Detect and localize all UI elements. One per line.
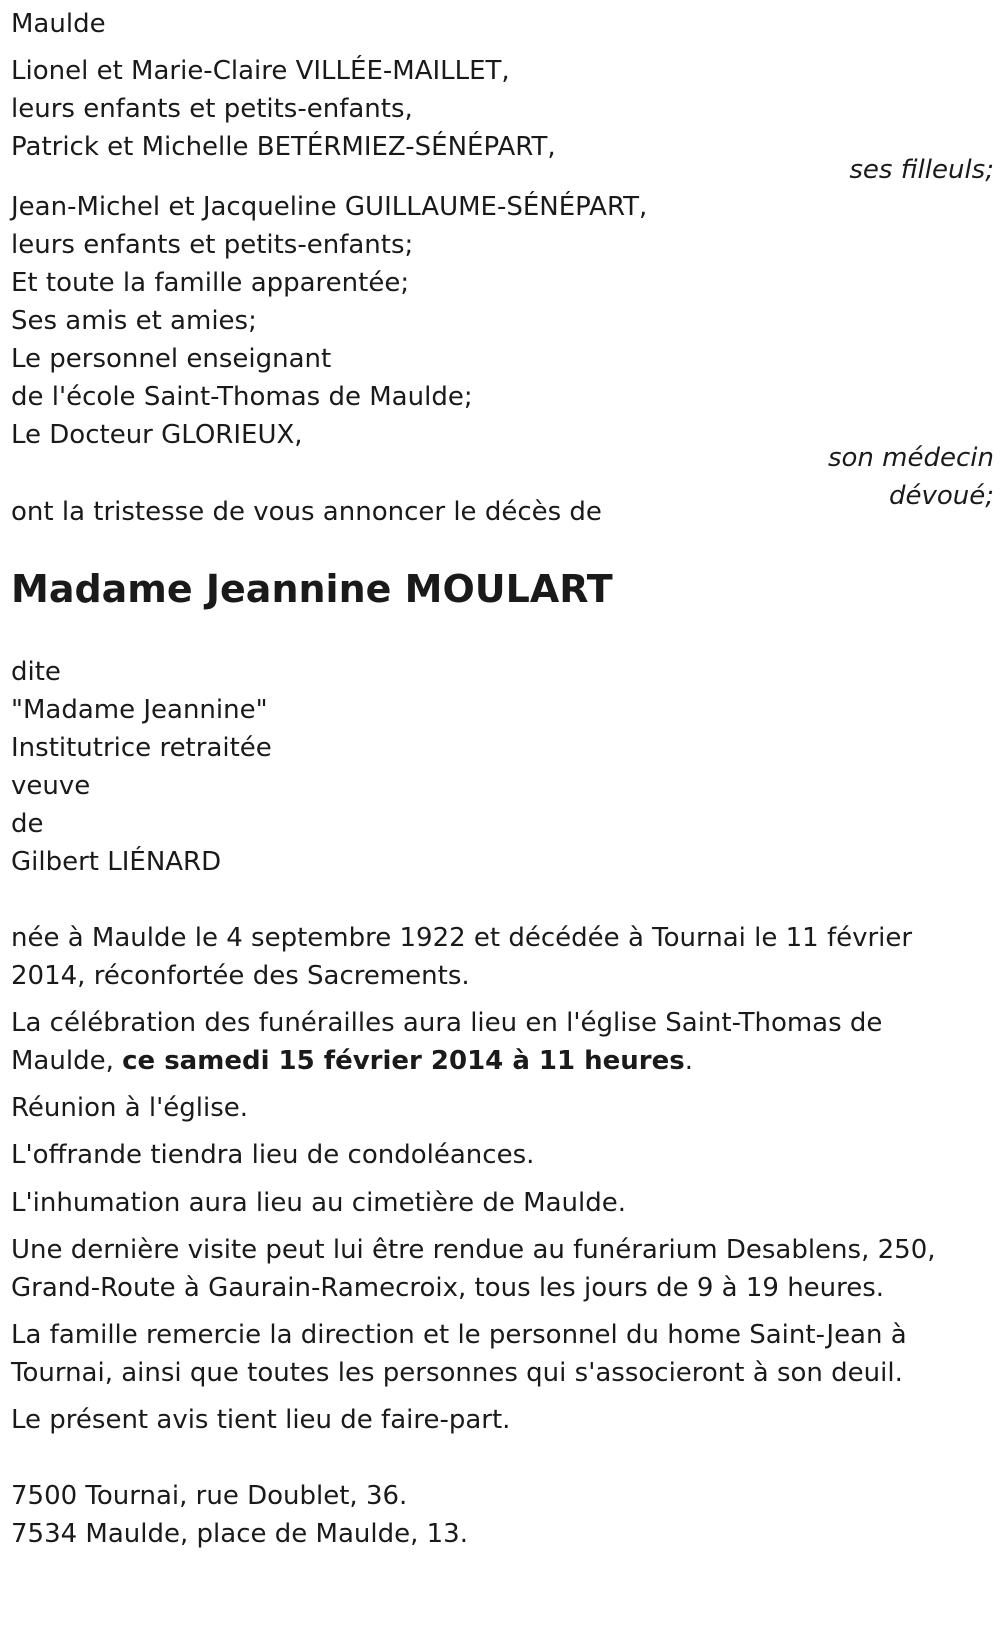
funeral-line: La célébration des funérailles aura lieu en l'église Saint-Thomas de	[11, 1008, 883, 1038]
family-line: Lionel et Marie-Claire VILLÉE-MAILLET,	[11, 56, 510, 86]
thanks-line: Tournai, ainsi que toutes les personnes qui s'associeront à son deuil.	[11, 1358, 903, 1388]
detail-line: "Madame Jeannine"	[11, 695, 268, 725]
reunion-line: Réunion à l'église.	[11, 1093, 249, 1123]
detail-line: Institutrice retraitée	[11, 733, 272, 763]
family-line: de l'école Saint-Thomas de Maulde;	[11, 382, 473, 412]
detail-line: dite	[11, 657, 61, 687]
notice-line: Le présent avis tient lieu de faire-part.	[11, 1405, 511, 1435]
family-line: Le Docteur GLORIEUX,	[11, 420, 303, 450]
deceased-name: Madame Jeannine MOULART	[11, 567, 613, 611]
detail-line: Gilbert LIÉNARD	[11, 847, 222, 877]
detail-line: de	[11, 809, 44, 839]
offrande-line: L'offrande tiendra lieu de condoléances.	[11, 1140, 535, 1170]
funeral-period: .	[684, 1046, 693, 1076]
family-line: Jean-Michel et Jacqueline GUILLAUME-SÉNÉPART,	[11, 192, 648, 222]
birth-line: née à Maulde le 4 septembre 1922 et décédée à Tournai le 11 février	[11, 923, 913, 953]
family-line: Et toute la famille apparentée;	[11, 268, 410, 298]
godchildren-role: ses filleuls;	[849, 155, 994, 185]
family-line: leurs enfants et petits-enfants;	[11, 230, 414, 260]
family-line: Le personnel enseignant	[11, 344, 332, 374]
funeral-date: ce samedi 15 février 2014 à 11 heures	[122, 1046, 685, 1076]
inhumation-line: L'inhumation aura lieu au cimetière de Maulde.	[11, 1188, 627, 1218]
visit-line: Grand-Route à Gaurain-Ramecroix, tous les jours de 9 à 19 heures.	[11, 1273, 885, 1303]
address-line: 7500 Tournai, rue Doublet, 36.	[11, 1481, 408, 1511]
visit-line: Une dernière visite peut lui être rendue au funérarium Desablens, 250,	[11, 1235, 936, 1265]
family-line: Ses amis et amies;	[11, 306, 257, 336]
family-line: Patrick et Michelle BETÉRMIEZ-SÉNÉPART,	[11, 132, 556, 162]
funeral-place: Maulde,	[11, 1046, 123, 1076]
family-line: leurs enfants et petits-enfants,	[11, 94, 413, 124]
funeral-line	[11, 1041, 693, 1081]
birth-line: 2014, réconfortée des Sacrements.	[11, 961, 470, 991]
doctor-role: dévoué;	[888, 481, 994, 511]
doctor-role: son médecin	[827, 443, 994, 473]
announcement: ont la tristesse de vous annoncer le décès de	[11, 497, 602, 527]
header-place: Maulde	[11, 9, 106, 39]
detail-line: veuve	[11, 771, 91, 801]
address-line: 7534 Maulde, place de Maulde, 13.	[11, 1519, 468, 1549]
thanks-line: La famille remercie la direction et le personnel du home Saint-Jean à	[11, 1320, 907, 1350]
